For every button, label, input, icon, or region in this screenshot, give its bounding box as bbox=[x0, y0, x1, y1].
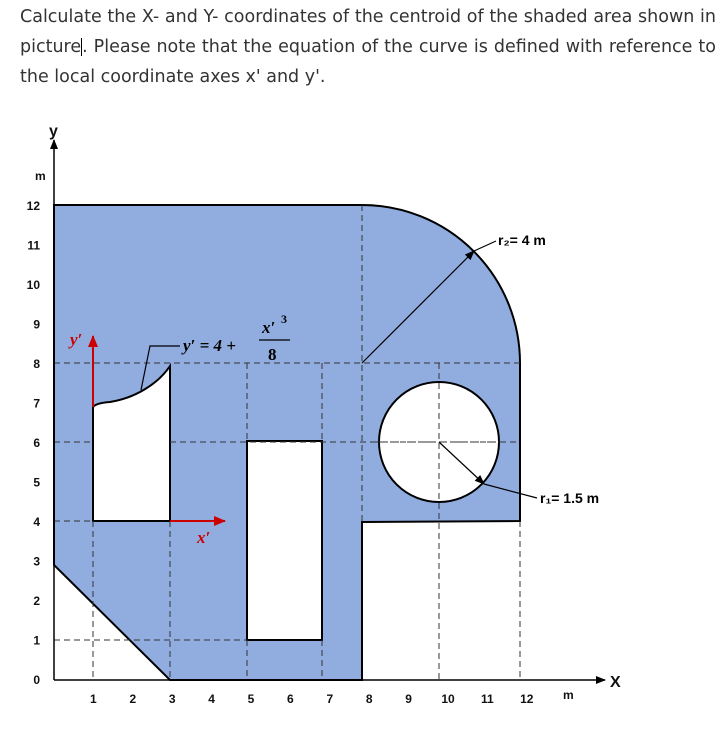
y-axis-label: y bbox=[49, 123, 58, 140]
y-axis-unit: m bbox=[35, 169, 46, 183]
local-y-label: y′ bbox=[70, 330, 83, 349]
local-x-label: x′ bbox=[197, 528, 211, 547]
equation-exponent: 3 bbox=[281, 312, 287, 326]
x-axis-unit: m bbox=[563, 688, 574, 702]
x-tick-label: 12 bbox=[520, 692, 534, 706]
x-tick-label: 11 bbox=[481, 692, 494, 706]
y-tick-label: 10 bbox=[26, 278, 40, 292]
r1-label: r₁= 1.5 m bbox=[540, 490, 600, 506]
x-tick-label: 2 bbox=[129, 692, 137, 706]
x-tick-label: 8 bbox=[365, 692, 373, 706]
y-tick-label: 5 bbox=[33, 475, 40, 490]
x-tick-label: 4 bbox=[208, 692, 215, 706]
y-tick-label: 3 bbox=[33, 554, 40, 569]
y-tick-label: 8 bbox=[33, 357, 40, 371]
x-tick-label: 5 bbox=[247, 692, 255, 706]
equation-denominator: 8 bbox=[268, 345, 277, 364]
r2-label: r₂= 4 m bbox=[498, 232, 546, 248]
r2-leader bbox=[474, 241, 496, 251]
problem-text-1: Calculate the X- and Y- coordinates of the centroid of the shaded area shown in picture bbox=[20, 7, 716, 57]
y-tick-label: 12 bbox=[26, 199, 40, 213]
x-tick-label: 1 bbox=[90, 692, 97, 706]
y-tick-label: 7 bbox=[33, 396, 40, 411]
x-axis-label: X bbox=[610, 674, 621, 691]
y-tick-label: 9 bbox=[33, 317, 40, 332]
y-tick-label: 0 bbox=[33, 673, 40, 687]
x-tick-label: 9 bbox=[405, 692, 412, 706]
y-tick-label: 11 bbox=[27, 238, 40, 253]
x-tick-label: 7 bbox=[326, 692, 334, 706]
x-tick-label: 6 bbox=[287, 692, 294, 706]
x-tick-label: 10 bbox=[441, 692, 455, 706]
equation-lhs: y′ = 4 + bbox=[183, 336, 236, 355]
problem-text-2: . Please note that the equation of the curve is defined with reference to the local coordinate axes x' and y'. bbox=[20, 37, 716, 87]
y-tick-label: 1 bbox=[33, 633, 40, 648]
y-tick-label: 4 bbox=[33, 515, 40, 529]
x-tick-label: 3 bbox=[168, 692, 176, 706]
y-tick-label: 2 bbox=[33, 594, 40, 608]
equation-numerator: x′ bbox=[262, 318, 276, 337]
y-tick-label: 6 bbox=[33, 436, 40, 450]
